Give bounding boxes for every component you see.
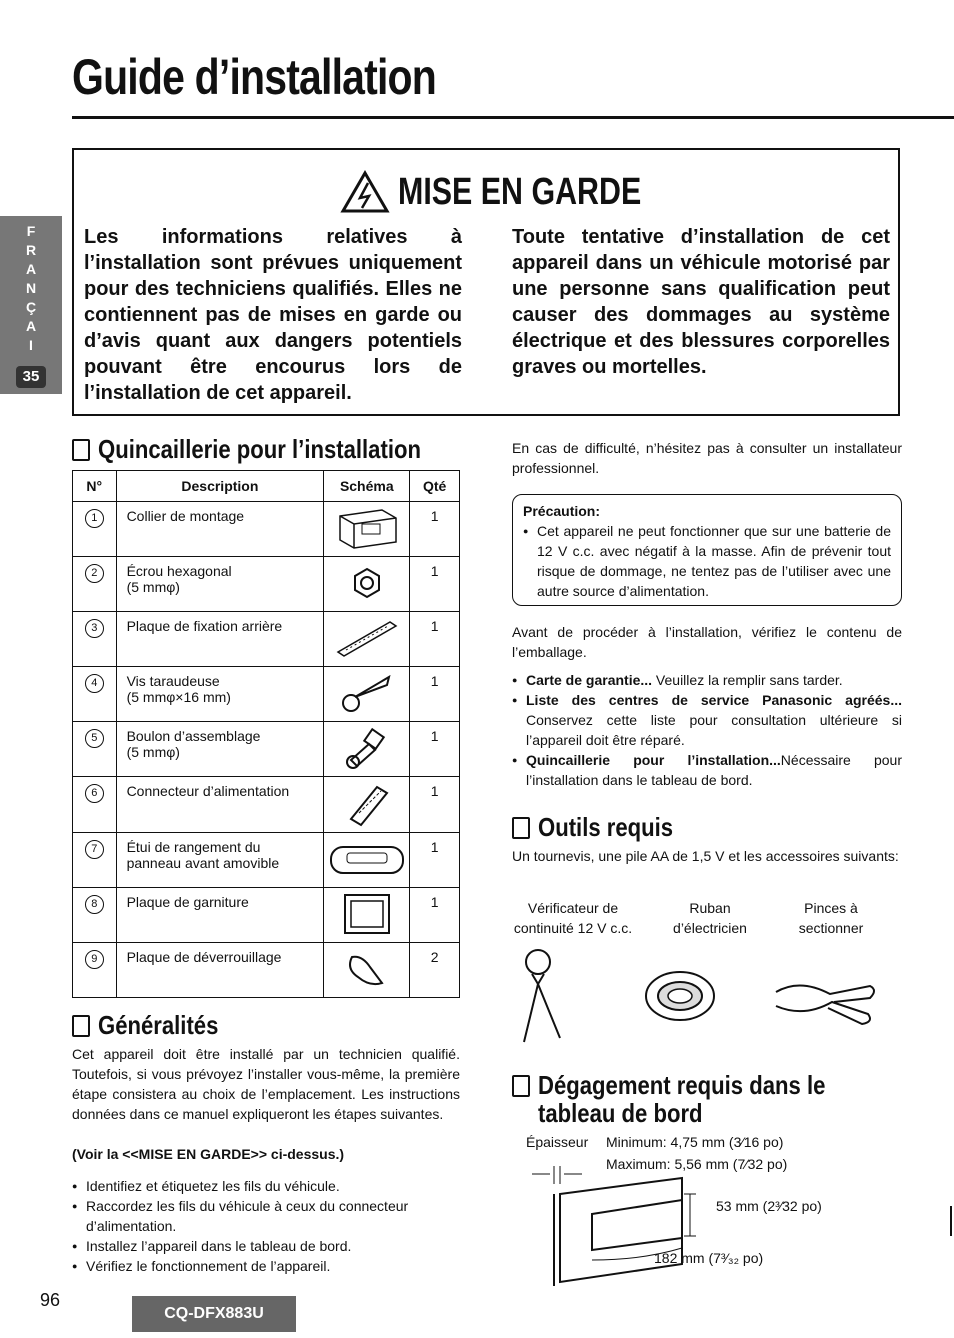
- section-box-icon: [72, 1015, 90, 1037]
- item-description: Connecteur d’alimentation: [116, 777, 324, 833]
- continuity-tester-icon: [510, 946, 570, 1046]
- model-badge: CQ-DFX883U: [132, 1296, 296, 1332]
- precaution-box: [512, 494, 902, 606]
- opening-width: 182 mm (7³⁄₃₂ po): [654, 1250, 764, 1266]
- thickness-label: Épaisseur: [526, 1134, 589, 1150]
- list-item: ● Raccordez les fils du véhicule à ceux du connecteur d’alimentation.: [72, 1196, 460, 1236]
- item-number: 4: [85, 674, 104, 693]
- list-item: ● Identifiez et étiquetez les fils du véhicule.: [72, 1176, 460, 1196]
- general-heading: Généralités: [72, 1010, 240, 1041]
- item-quantity: 1: [410, 612, 460, 667]
- warning-text-right: Toute tentative d’installation de cet appareil dans un véhicule motorisé par une personne sans qualification peut causer des dommages au système électrique et des blessures corporelles graves ou mortelles.: [512, 226, 890, 378]
- table-row: [73, 888, 460, 943]
- table-row: [73, 612, 460, 667]
- hex-nut-icon: [347, 563, 387, 603]
- clearance-heading: Dégagement requis dans le: [512, 1070, 876, 1101]
- tool-label-tester: Vérificateur de continuité 12 V c.c.: [513, 900, 633, 936]
- title-rule: [72, 116, 954, 119]
- page-title: Guide d’installation: [72, 49, 437, 105]
- thickness-minimum: Minimum: 4,75 mm (3⁄16 po): [606, 1134, 784, 1150]
- item-quantity: 2: [410, 943, 460, 998]
- item-description: Boulon d’assemblage (5 mmφ): [116, 722, 324, 777]
- item-quantity: 1: [410, 888, 460, 943]
- column-header: Schéma: [324, 471, 410, 502]
- intro-text: En cas de difficulté, n’hésitez pas à consulter un installateur professionnel.: [512, 440, 902, 476]
- item-number: 6: [85, 784, 104, 803]
- opening-height: 53 mm (2³⁄32 po): [716, 1198, 822, 1214]
- column-header: Qté: [410, 471, 460, 502]
- table-row: [73, 667, 460, 722]
- assembly-bolt-icon: [337, 726, 397, 770]
- item-quantity: 1: [410, 667, 460, 722]
- package-contents-list: [512, 670, 902, 790]
- list-item: ● Installez l’appareil dans le tableau de bord.: [72, 1236, 460, 1256]
- trim-plate-icon: [337, 891, 397, 937]
- list-item: ● Quincaillerie pour l’installation...Nécessaire pour l’installation dans le tableau de bord.: [512, 750, 902, 790]
- warning-triangle-icon: [340, 170, 390, 214]
- list-item: ● Cet appareil ne peut fonctionner que sur une batterie de 12 V c.c. avec négatif à la masse. Afin de prévenir tout risque de dommage, ne tentez pas de l’utiliser avec une autre source d’alimentation.: [523, 521, 891, 601]
- item-description: Plaque de déverrouillage: [116, 943, 324, 998]
- item-description: Vis taraudeuse (5 mmφ×16 mm): [116, 667, 324, 722]
- hardware-heading: Quincaillerie pour l’installation: [72, 434, 478, 465]
- release-plate-icon: [342, 947, 392, 991]
- margin-mark: [950, 1206, 952, 1236]
- rear-bracket-icon: [332, 616, 402, 660]
- item-description: Collier de montage: [116, 502, 324, 557]
- tool-label-cutters: Pinces à sectionner: [798, 900, 864, 936]
- table-row: [73, 557, 460, 612]
- list-item: ● Carte de garantie... Veuillez la remplir sans tarder.: [512, 670, 902, 690]
- item-number: 9: [85, 950, 104, 969]
- column-header: N°: [73, 471, 117, 502]
- item-quantity: 1: [410, 557, 460, 612]
- item-description: Écrou hexagonal (5 mmφ): [116, 557, 324, 612]
- item-description: Étui de rangement du panneau avant amovible: [116, 833, 324, 888]
- item-number: 3: [85, 619, 104, 638]
- general-steps-list: [72, 1176, 460, 1276]
- section-box-icon: [72, 439, 90, 461]
- item-quantity: 1: [410, 502, 460, 557]
- table-row: [73, 502, 460, 557]
- storage-case-icon: [327, 839, 407, 879]
- before-install-text: Avant de procéder à l’installation, vérifiez le contenu de l’emballage.: [512, 624, 902, 660]
- list-item: ● Vérifiez le fonctionnement de l’appareil.: [72, 1256, 460, 1276]
- item-number: 1: [85, 509, 104, 528]
- item-quantity: 1: [410, 833, 460, 888]
- table-header-row: [73, 471, 460, 502]
- item-quantity: 1: [410, 777, 460, 833]
- section-box-icon: [512, 817, 530, 839]
- general-reference: (Voir la <<MISE EN GARDE>> ci-dessus.): [72, 1146, 345, 1162]
- warning-heading: MISE EN GARDE: [340, 168, 702, 216]
- wire-cutters-icon: [770, 972, 880, 1028]
- table-row: [73, 833, 460, 888]
- table-row: [73, 777, 460, 833]
- list-item: ● Liste des centres de service Panasonic agréés... Conservez cette liste pour consultation ultérieure si l’appareil doit être réparé.: [512, 690, 902, 750]
- item-number: 5: [85, 729, 104, 748]
- language-tab: [0, 216, 62, 394]
- thickness-maximum: Maximum: 5,56 mm (7⁄32 po): [606, 1156, 788, 1172]
- warning-text-left: Les informations relatives à l’installation sont prévues uniquement pour des techniciens qualifiés. Elles ne contiennent pas de mises en garde ou d’avis quant aux dangers potentiels pouvant être encourus lors de l’installation de cet appareil.: [84, 226, 462, 404]
- tools-text: Un tournevis, une pile AA de 1,5 V et les accessoires suivants:: [512, 848, 899, 864]
- electrical-tape-icon: [642, 964, 722, 1024]
- table-row: [73, 943, 460, 998]
- item-quantity: 1: [410, 722, 460, 777]
- power-connector-icon: [337, 779, 397, 827]
- page-number: 96: [40, 1290, 61, 1310]
- section-box-icon: [512, 1075, 530, 1097]
- tapping-screw-icon: [337, 671, 397, 715]
- table-row: [73, 722, 460, 777]
- tools-heading: Outils requis: [512, 812, 697, 843]
- item-number: 8: [85, 895, 104, 914]
- column-header: Description: [116, 471, 324, 502]
- language-tab-page-number: 35: [16, 366, 46, 388]
- tool-label-tape: Ruban d’électricien: [673, 900, 747, 936]
- hardware-table: [72, 470, 460, 998]
- item-number: 2: [85, 564, 104, 583]
- general-text: Cet appareil doit être installé par un technicien qualifié. Toutefois, si vous prévoyez l’installer vous-même, la première étape consistera au choix de l’emplacement. Les instructions données dans ce manuel expliqueront les étapes suivantes.: [72, 1046, 460, 1122]
- language-tab-letters: F R A N Ç A I: [25, 223, 37, 353]
- item-description: Plaque de fixation arrière: [116, 612, 324, 667]
- dashboard-opening-diagram: [532, 1164, 712, 1294]
- item-description: Plaque de garniture: [116, 888, 324, 943]
- precaution-list: [523, 521, 891, 601]
- precaution-title: Précaution:: [523, 503, 601, 519]
- mounting-collar-icon: [332, 506, 402, 550]
- item-number: 7: [85, 840, 104, 859]
- clearance-heading-line2: tableau de bord: [538, 1098, 703, 1128]
